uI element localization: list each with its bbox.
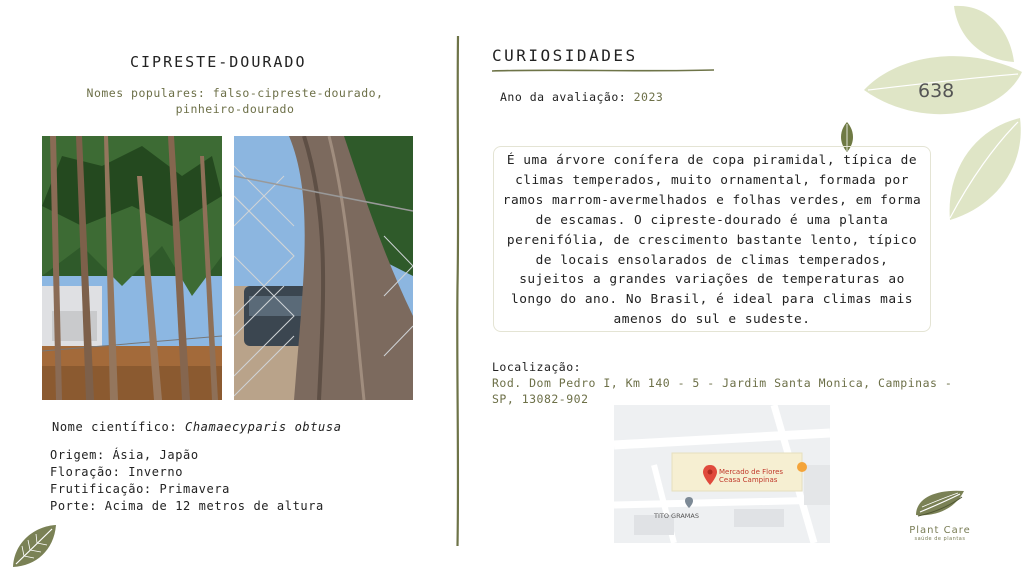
- map-place-line1: Mercado de Flores: [719, 468, 784, 476]
- plant-care-logo-icon: [912, 485, 968, 519]
- plant-title: CIPRESTE-DOURADO: [130, 53, 307, 71]
- map-place-label: [719, 468, 783, 484]
- scientific-name-value: Chamaecyparis obtusa: [185, 420, 342, 434]
- plant-facts: [50, 447, 324, 515]
- brand-tagline: saúde de plantas: [914, 536, 966, 542]
- title-underline: [492, 68, 714, 73]
- description-text: É uma árvore conífera de copa piramidal, típica de climas temperados, muito ornamental, formada por ramos marrom-avermelhados e folhas verdes, em forma de escamas. O cipreste-dourado é uma planta perenifólia, de crescimento bastante lento, típico de locais ensolarados de climas temperados, sujeitos a grandes variações de temperaturas ao longo do ano. No Brasil, é ideal para climas mais amenos do sul e sudeste.: [502, 153, 922, 328]
- year-label: Ano da avaliação:: [500, 90, 634, 104]
- tree-photo-right: [234, 136, 413, 400]
- brand-name: Plant Care: [909, 525, 971, 536]
- scientific-name: [52, 420, 342, 434]
- map-poi-label: TITO GRAMAS: [654, 512, 699, 520]
- map-place-line2: Ceasa Campinas: [719, 476, 778, 484]
- flowering-text: Floração: Inverno: [50, 465, 184, 479]
- popular-names: Nomes populares: falso-cipreste-dourado, pinheiro-dourado: [86, 86, 384, 116]
- fruiting-text: Frutificação: Primavera: [50, 482, 230, 496]
- location-address: Rod. Dom Pedro I, Km 140 - 5 - Jardim Santa Monica, Campinas - SP, 13082-902: [492, 376, 953, 406]
- decorative-leaves: [860, 0, 1024, 225]
- location-label: Localização:: [492, 360, 582, 374]
- curiosities-title: CURIOSIDADES: [492, 46, 638, 65]
- evaluation-year: [500, 90, 663, 104]
- year-value: 2023: [633, 90, 664, 104]
- location-map[interactable]: [614, 405, 830, 543]
- leaf-icon: [10, 522, 60, 570]
- tree-photo-left: [42, 136, 222, 400]
- origin-text: Origem: Ásia, Japão: [50, 448, 199, 462]
- column-divider: [452, 36, 464, 546]
- brand-logo: [900, 485, 980, 542]
- badge-number: 638: [918, 80, 955, 102]
- size-text: Porte: Acima de 12 metros de altura: [50, 499, 324, 513]
- scientific-name-label: Nome científico:: [52, 420, 186, 434]
